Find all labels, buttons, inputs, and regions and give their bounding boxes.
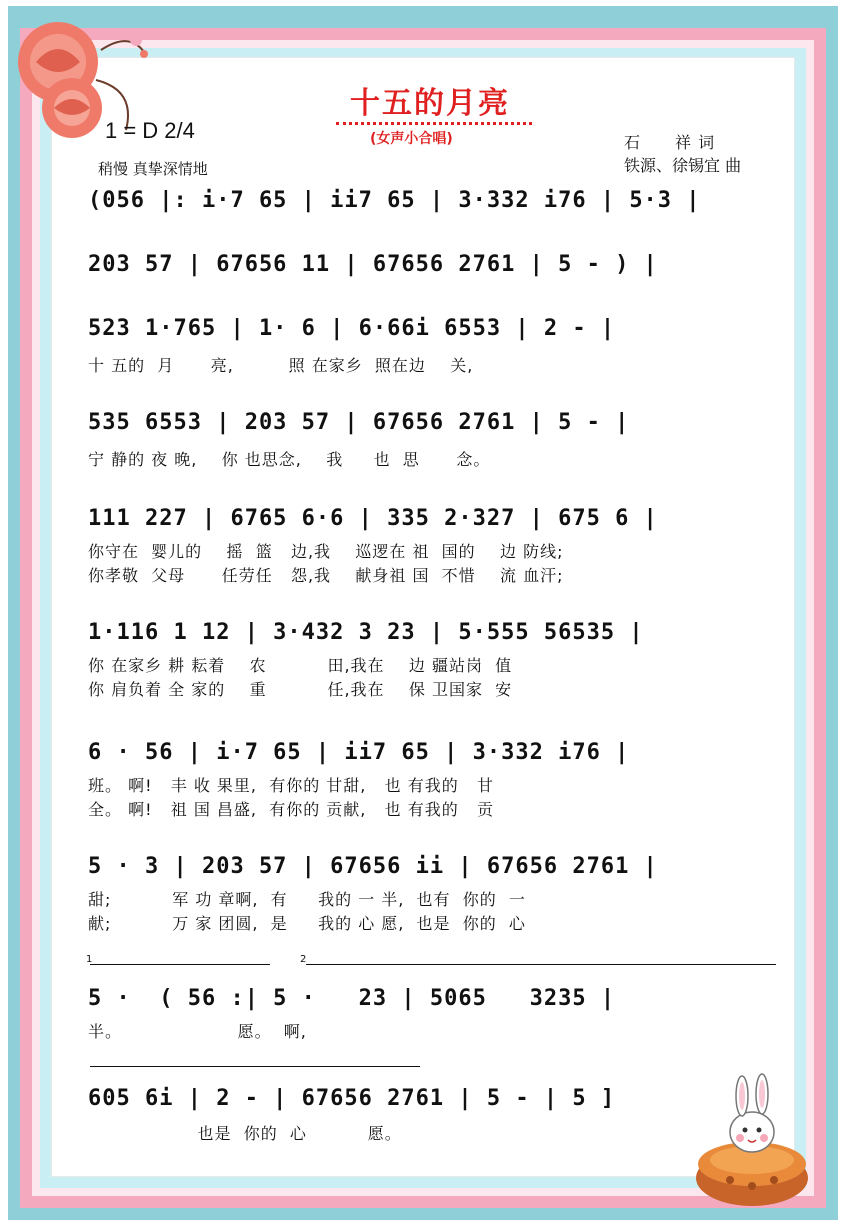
lyric-line: 你 肩负着 全 家的 重 任,我在 保 卫国家 安 — [88, 680, 513, 699]
lyricist-credit: 石 祥 词 — [624, 133, 716, 152]
first-ending-label: 1 — [86, 954, 93, 965]
second-ending-line — [306, 964, 776, 965]
bunny-mooncake-decoration — [690, 1060, 830, 1210]
volta-brackets — [86, 954, 786, 978]
lyric-line: 半。 愿。 啊, — [88, 1022, 307, 1041]
lyric-line: 你守在 婴儿的 摇 篮 边,我 巡逻在 祖 国的 边 防线; — [88, 542, 564, 561]
notation-line: (056 |: i·7 65 | ii7 65 | 3·332 i76 | 5·3 | — [88, 188, 701, 213]
notation-line: 605 6i | 2 - | 67656 2761 | 5 - | 5 ] — [88, 1086, 616, 1111]
notation-line: 203 57 | 67656 11 | 67656 2761 | 5 - ) | — [88, 252, 658, 277]
notation-line: 535 6553 | 203 57 | 67656 2761 | 5 - | — [88, 410, 630, 435]
score-system-10 — [88, 1084, 788, 1146]
lyric-line: 全。 啊! 祖 国 昌盛, 有你的 贡献, 也 有我的 贡 — [88, 800, 494, 819]
song-subtitle: (女声小合唱) — [370, 131, 453, 147]
title-underline — [336, 118, 532, 125]
score-system-8 — [88, 852, 788, 936]
score-system-5 — [88, 504, 788, 588]
score-system-7 — [88, 738, 788, 822]
score-system-1 — [88, 186, 788, 216]
tempo-marking: 稍慢 真挚深情地 — [98, 160, 208, 178]
notation-line: 5 · 3 | 203 57 | 67656 ii | 67656 2761 | — [88, 854, 658, 879]
lyric-line: 献; 万 家 团圆, 是 我的 心 愿, 也是 你的 心 — [88, 914, 526, 933]
notation-line: 6 · 56 | i·7 65 | ii7 65 | 3·332 i76 | — [88, 740, 630, 765]
notation-line: 1·116 1 12 | 3·432 3 23 | 5·555 56535 | — [88, 620, 644, 645]
first-ending-line — [90, 964, 270, 965]
composer-credit: 铁源、徐锡宜 曲 — [624, 156, 742, 175]
notation-line: 111 227 | 6765 6·6 | 335 2·327 | 675 6 | — [88, 506, 658, 531]
lyric-line: 你 在家乡 耕 耘着 农 田,我在 边 疆站岗 值 — [88, 656, 513, 675]
lyric-line: 甜; 军 功 章啊, 有 我的 一 半, 也有 你的 一 — [88, 890, 526, 909]
song-title: 十五的月亮 — [350, 86, 510, 121]
lyric-line: 十 五的 月 亮, 照 在家乡 照在边 关, — [88, 356, 474, 375]
key-signature: 1 = D 2/4 — [105, 118, 195, 143]
score-system-2 — [88, 250, 788, 280]
lyric-line: 班。 啊! 丰 收 果里, 有你的 甘甜, 也 有我的 甘 — [88, 776, 494, 795]
lyric-line: 也是 你的 心 愿。 — [88, 1124, 402, 1143]
lyric-line: 你孝敬 父母 任劳任 怨,我 献身祖 国 不惜 流 血汗; — [88, 566, 564, 585]
second-ending-label: 2 — [300, 954, 307, 965]
notation-line: 5 · ( 56 :| 5 · 23 | 5065 3235 | — [88, 986, 616, 1011]
score-system-3 — [88, 314, 788, 378]
score-system-6 — [88, 618, 788, 702]
score-system-4 — [88, 408, 788, 472]
notation-line: 523 1·765 | 1· 6 | 6·66i 6553 | 2 - | — [88, 316, 616, 341]
coda-line — [90, 1066, 420, 1067]
score-system-9 — [88, 984, 788, 1044]
lyric-line: 宁 静的 夜 晚, 你 也思念, 我 也 思 念。 — [88, 450, 491, 469]
